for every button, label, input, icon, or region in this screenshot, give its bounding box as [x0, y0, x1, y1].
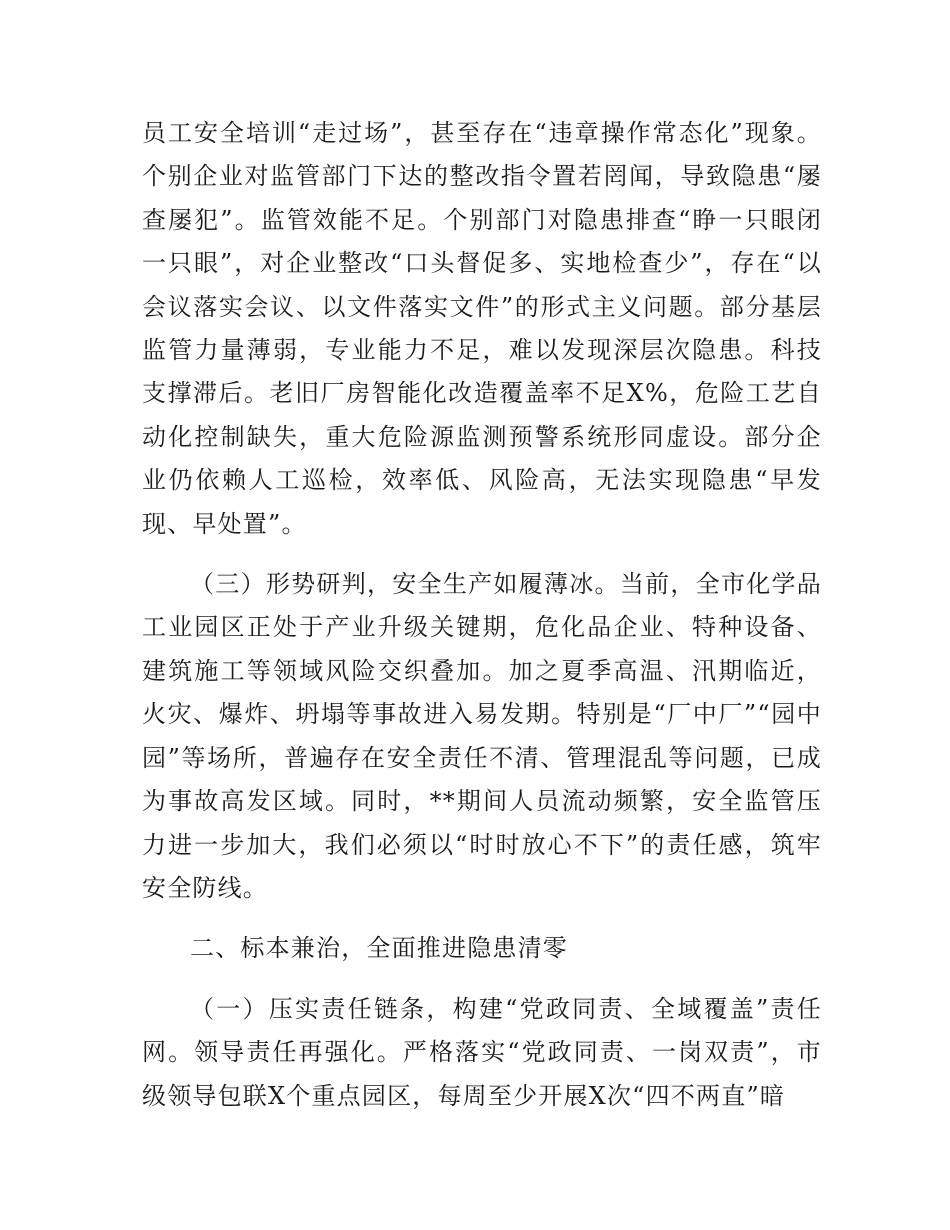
section-heading-two: 二、标本兼治，全面推进隐患清零 — [190, 934, 568, 963]
document-body — [142, 112, 822, 1118]
paragraph-continued: 员工安全培训“走过场”，甚至存在“违章操作常态化”现象。个别企业对监管部门下达的整改指令置若罔闻，导致隐患“屡查屡犯”。监管效能不足。个别部门对隐患排查“睁一只眼闭一只眼”，对企业整改“口头督促多、实地检查少”，存在“以会议落实会议、以文件落实文件”的形式主义问题。部分基层监管力量薄弱，专业能力不足，难以发现深层次隐患。科技支撑滞后。老旧厂房智能化改造覆盖率不足X%，危险工艺自动化控制缺失，重大危险源监测预警系统形同虚设。部分企业仍依赖人工巡检，效率低、风险高，无法实现隐患“早发现、早处置”。 — [142, 119, 822, 538]
paragraph-responsibility-chain: （一）压实责任链条，构建“党政同责、全域覆盖”责任网。领导责任再强化。严格落实“党政同责、一岗双责”，市级领导包联X个重点园区，每周至少开展X次“四不两直”暗 — [142, 994, 822, 1110]
paragraph-situation-analysis: （三）形势研判，安全生产如履薄冰。当前，全市化学品工业园区正处于产业升级关键期，危化品企业、特种设备、建筑施工等领域风险交织叠加。加之夏季高温、汛期临近，火灾、爆炸、坍塌等事故进入易发期。特别是“厂中厂”“园中园”等场所，普遍存在安全责任不清、管理混乱等问题，已成为事故高发区域。同时，**期间人员流动频繁，安全监管压力进一步加大，我们必须以“时时放心不下”的责任感，筑牢安全防线。 — [142, 570, 822, 902]
